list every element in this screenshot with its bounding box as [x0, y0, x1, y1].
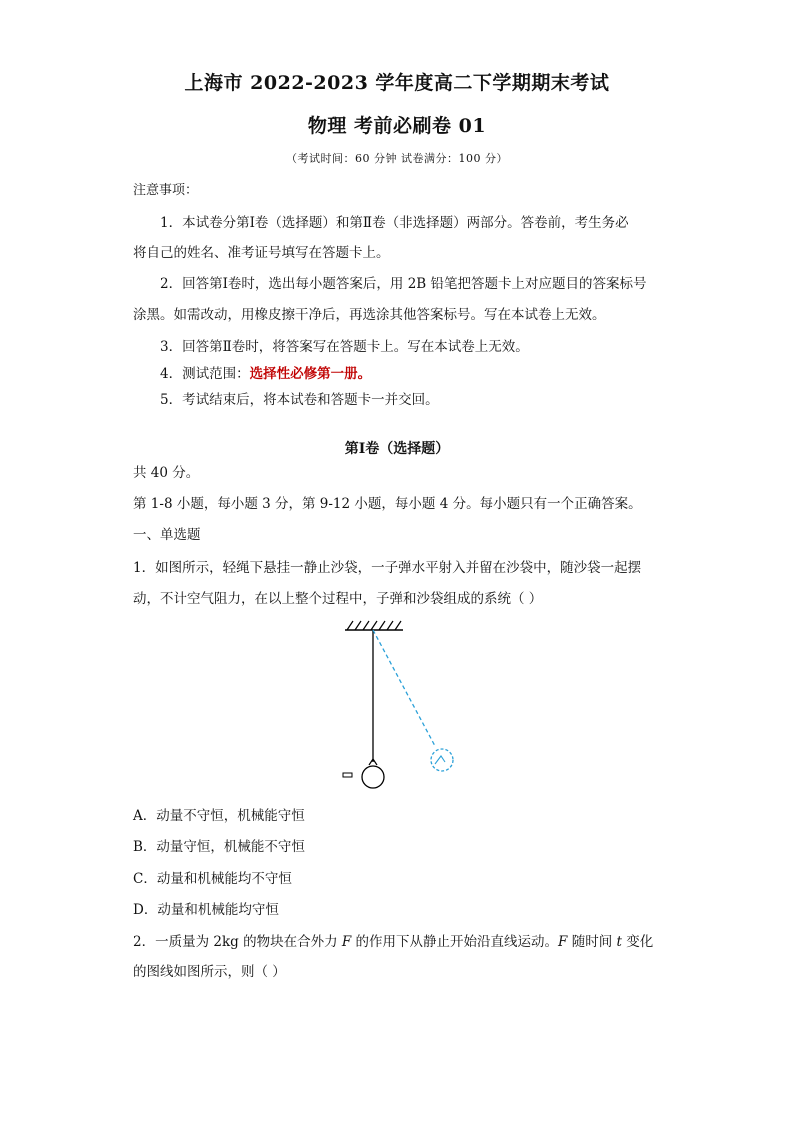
note-4-prefix: 4．测试范围： — [160, 366, 250, 382]
pendulum-figure — [335, 618, 465, 794]
q2-text-b: 的作用下从静止开始沿直线运动。 — [351, 934, 559, 950]
swing-rope-dashed — [373, 630, 435, 746]
q1-option-b: B．动量守恒，机械能不守恒 — [133, 839, 305, 855]
note-3: 3．回答第Ⅱ卷时，将答案写在答题卡上。写在本试卷上无效。 — [160, 339, 529, 355]
q2-stem-line-1 — [133, 932, 653, 952]
note-4 — [160, 364, 371, 384]
bullet — [343, 773, 352, 777]
note-2-line-2: 涂黑。如需改动，用橡皮擦干净后，再选涂其他答案标号。写在本试卷上无效。 — [133, 307, 606, 323]
exam-subtitle: 物理 考前必刷卷 01 — [307, 115, 487, 137]
ceiling-support — [345, 621, 403, 630]
q1-option-d: D．动量和机械能均守恒 — [133, 902, 279, 918]
note-4-scope: 选择性必修第一册。 — [249, 366, 372, 382]
exam-title: 上海市 2022-2023 学年度高二下学期期末考试 — [184, 72, 610, 94]
q1-stem-line-1: 1．如图所示，轻绳下悬挂一静止沙袋，一子弹水平射入并留在沙袋中，随沙袋一起摆 — [133, 560, 642, 576]
exam-info: （考试时间：60 分钟 试卷满分：100 分） — [286, 152, 508, 165]
q2-var-f: F — [341, 934, 352, 950]
note-5: 5．考试结束后，将本试卷和答题卡一并交回。 — [160, 392, 439, 408]
swung-sandbag-dashed — [431, 749, 453, 771]
section-title: 第Ⅰ卷（选择题） — [344, 441, 450, 457]
q1-option-c: C．动量和机械能均不守恒 — [133, 871, 292, 887]
q2-var-t: t — [616, 934, 622, 950]
note-1-line-1: 1．本试卷分第Ⅰ卷（选择题）和第Ⅱ卷（非选择题）两部分。答卷前，考生务必 — [160, 215, 629, 231]
note-1-line-2: 将自己的姓名、准考证号填写在答题卡上。 — [133, 245, 390, 261]
notes-heading: 注意事项： — [133, 183, 199, 198]
swung-knot — [435, 756, 445, 764]
q2-text-c: 随时间 — [567, 934, 617, 950]
q2-text-a: 2．一质量为 2kg 的物块在合外力 — [133, 934, 342, 950]
q2-text-d: 变化 — [621, 934, 654, 950]
question-type-label: 一、单选题 — [133, 527, 201, 543]
q1-stem-line-2: 动，不计空气阻力，在以上整个过程中，子弹和沙袋组成的系统（ ） — [133, 591, 543, 607]
section-scoring: 第 1-8 小题，每小题 3 分，第 9-12 小题，每小题 4 分。每小题只有一个正确答案。 — [133, 496, 642, 512]
q1-option-a: A．动量不守恒，机械能守恒 — [133, 808, 305, 824]
q2-stem-line-2: 的图线如图所示，则（ ） — [133, 964, 286, 980]
section-total: 共 40 分。 — [133, 465, 200, 481]
sandbag — [362, 766, 384, 788]
q2-var-f-2: F — [558, 934, 568, 950]
note-2-line-1: 2．回答第Ⅰ卷时，选出每小题答案后，用 2B 铅笔把答题卡上对应题目的答案标号 — [160, 276, 647, 292]
